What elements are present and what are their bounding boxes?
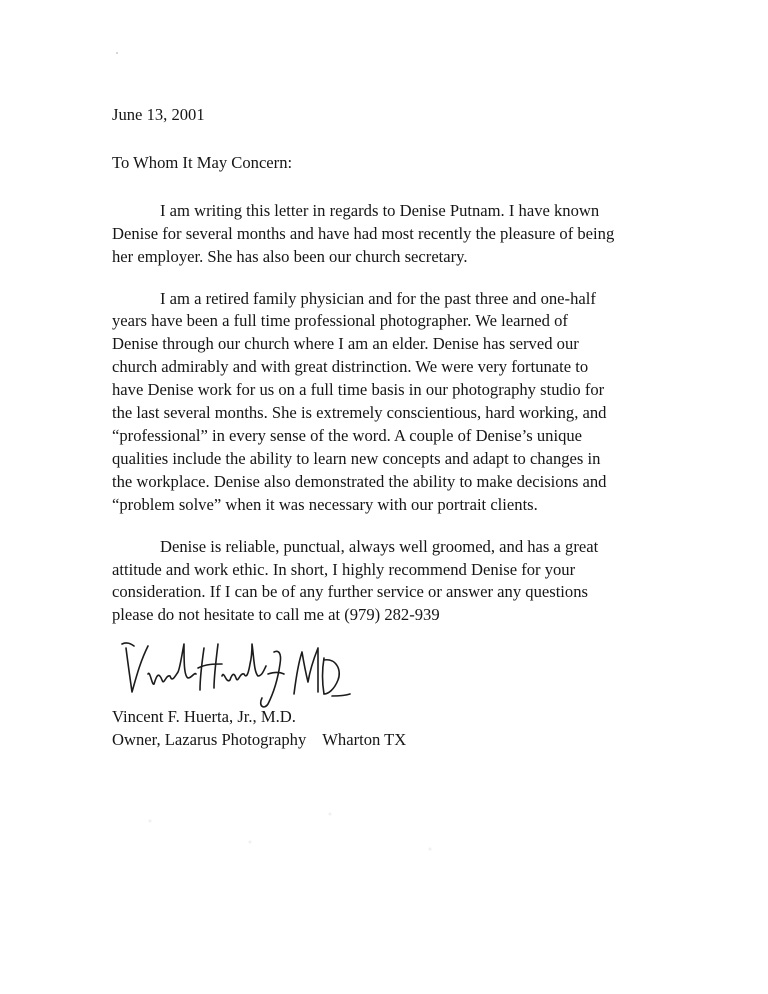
paragraph-line: Denise through our church where I am an elder. Denise has served our [112, 334, 579, 354]
letter-date: June 13, 2001 [112, 105, 205, 124]
paragraph-line: have Denise work for us on a full time basis in our photography studio for [112, 380, 605, 400]
signer-title: Owner, Lazarus Photography [112, 730, 307, 749]
letter-body [112, 104, 672, 646]
scan-noise [110, 800, 510, 870]
paragraph-line: qualities include the ability to learn new concepts and adapt to changes in [112, 448, 601, 468]
scan-speck [116, 52, 118, 54]
paragraph-line: the last several months. She is extremely conscientious, hard working, and [112, 403, 607, 423]
paragraph-line: her employer. She has also been our church secretary. [112, 246, 468, 266]
paragraph-line: Denise for several months and have had most recently the pleasure of being [112, 223, 615, 243]
paragraph-line: the workplace. Denise also demonstrated the ability to make decisions and [112, 471, 607, 491]
paragraph-introduction [112, 200, 672, 269]
handwritten-signature [118, 634, 348, 710]
paragraph-line: church admirably and with great distrinction. We were very fortunate to [112, 357, 589, 377]
signer-affiliation [112, 728, 406, 751]
paragraph-line: “professional” in every sense of the word. A couple of Denise’s unique [112, 425, 583, 445]
signer-location: Wharton TX [322, 730, 407, 749]
paragraph-background [112, 288, 672, 517]
paragraph-recommendation [112, 536, 672, 628]
paragraph-line: attitude and work ethic. In short, I highly recommend Denise for your [112, 559, 576, 579]
paragraph-line: years have been a full time professional photographer. We learned of [112, 311, 568, 331]
paragraph-line: I am writing this letter in regards to Denise Putnam. I have known [160, 200, 600, 220]
signer-name: Vincent F. Huerta, Jr., M.D. [112, 707, 296, 726]
signature-block [112, 705, 406, 751]
paragraph-line: “problem solve” when it was necessary with our portrait clients. [112, 494, 538, 514]
paragraph-line: please do not hesitate to call me at (979) 282-939 [112, 605, 440, 625]
paragraph-line: Denise is reliable, punctual, always well groomed, and has a great [160, 536, 599, 556]
letter-salutation: To Whom It May Concern: [112, 152, 293, 172]
signature-drawing [118, 634, 348, 710]
paragraph-line: I am a retired family physician and for the past three and one-half [160, 288, 596, 308]
paragraph-line: consideration. If I can be of any further service or answer any questions [112, 582, 588, 602]
